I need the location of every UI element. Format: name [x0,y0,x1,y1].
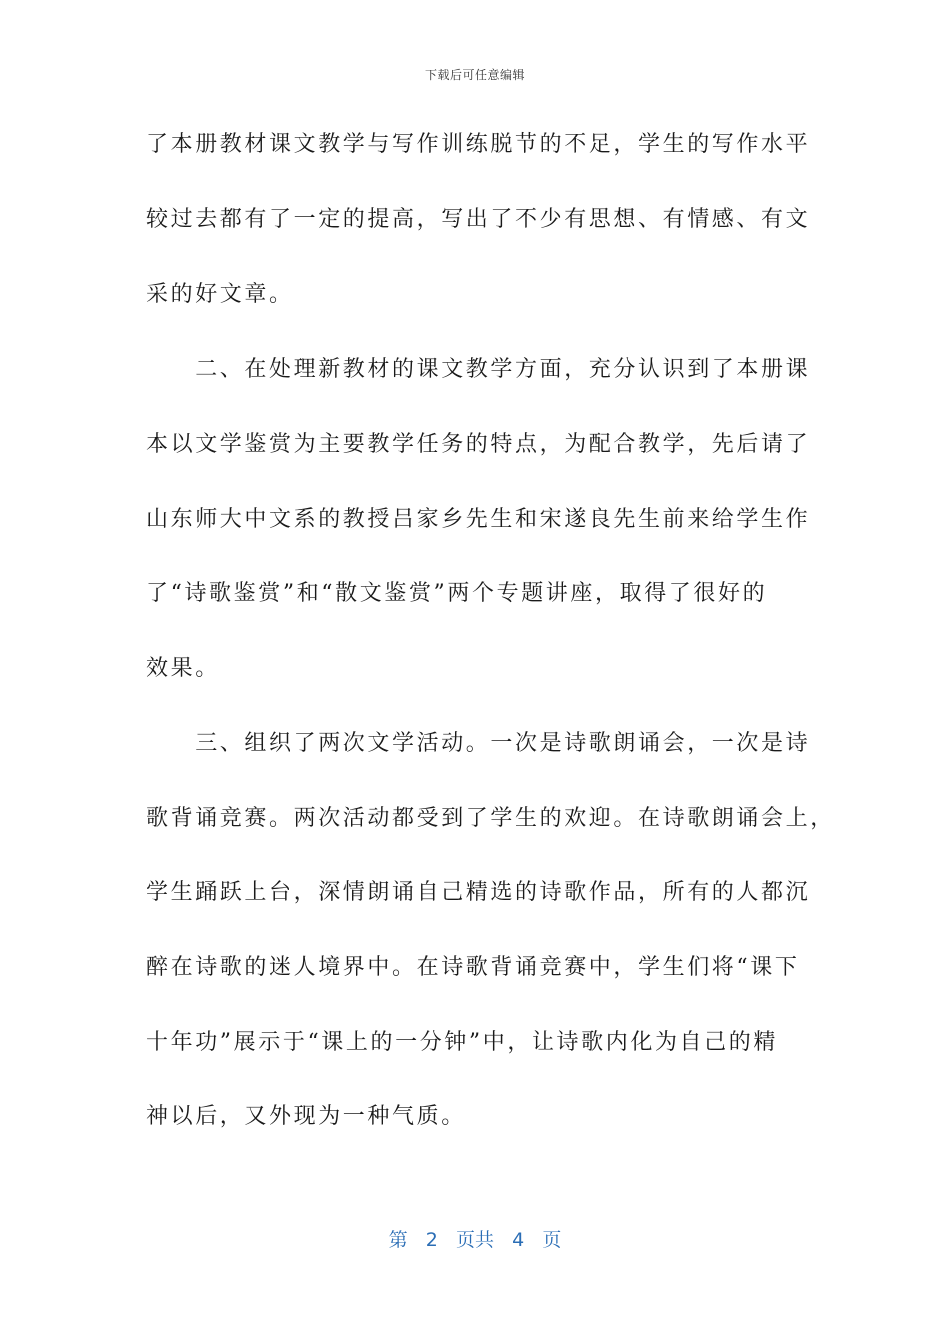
text-line: 山东师大中文系的教授吕家乡先生和宋遂良先生前来给学生作 [146,507,811,532]
header-note: 下载后可任意编辑 [424,68,525,82]
text-line: 神以后，又外现为一种气质。 [146,1104,466,1129]
text-line: 了“诗歌鉴赏”和“散文鉴赏”两个专题讲座，取得了很好的 [146,581,768,606]
text-line: 歌背诵竞赛。两次活动都受到了学生的欢迎。在诗歌朗诵会上， [146,806,835,831]
footer-middle: 页共 [455,1229,494,1251]
footer-current-page: 2 [425,1229,438,1251]
text-line: 了本册教材课文教学与写作训练脱节的不足，学生的写作水平 [146,132,811,157]
text-line: 本以文学鉴赏为主要教学任务的特点，为配合教学，先后请了 [146,432,811,457]
text-line: 效果。 [146,656,220,681]
text-line: 较过去都有了一定的提高，写出了不少有思想、有情感、有文 [146,207,811,232]
page-footer [0,1225,950,1252]
text-line: 采的好文章。 [146,282,294,307]
text-line: 学生踊跃上台，深情朗诵自己精选的诗歌作品，所有的人都沉 [146,880,811,905]
text-line: 三、组织了两次文学活动。一次是诗歌朗诵会，一次是诗 [146,731,811,756]
footer-prefix: 第 [388,1229,408,1251]
text-line: 二、在处理新教材的课文教学方面，充分认识到了本册课 [146,357,811,382]
footer-suffix: 页 [542,1229,562,1251]
footer-total-pages: 4 [512,1229,525,1251]
text-line: 醉在诗歌的迷人境界中。在诗歌背诵竞赛中，学生们将“课下 [146,955,800,980]
text-line: 十年功”展示于“课上的一分钟”中，让诗歌内化为自己的精 [146,1030,778,1055]
